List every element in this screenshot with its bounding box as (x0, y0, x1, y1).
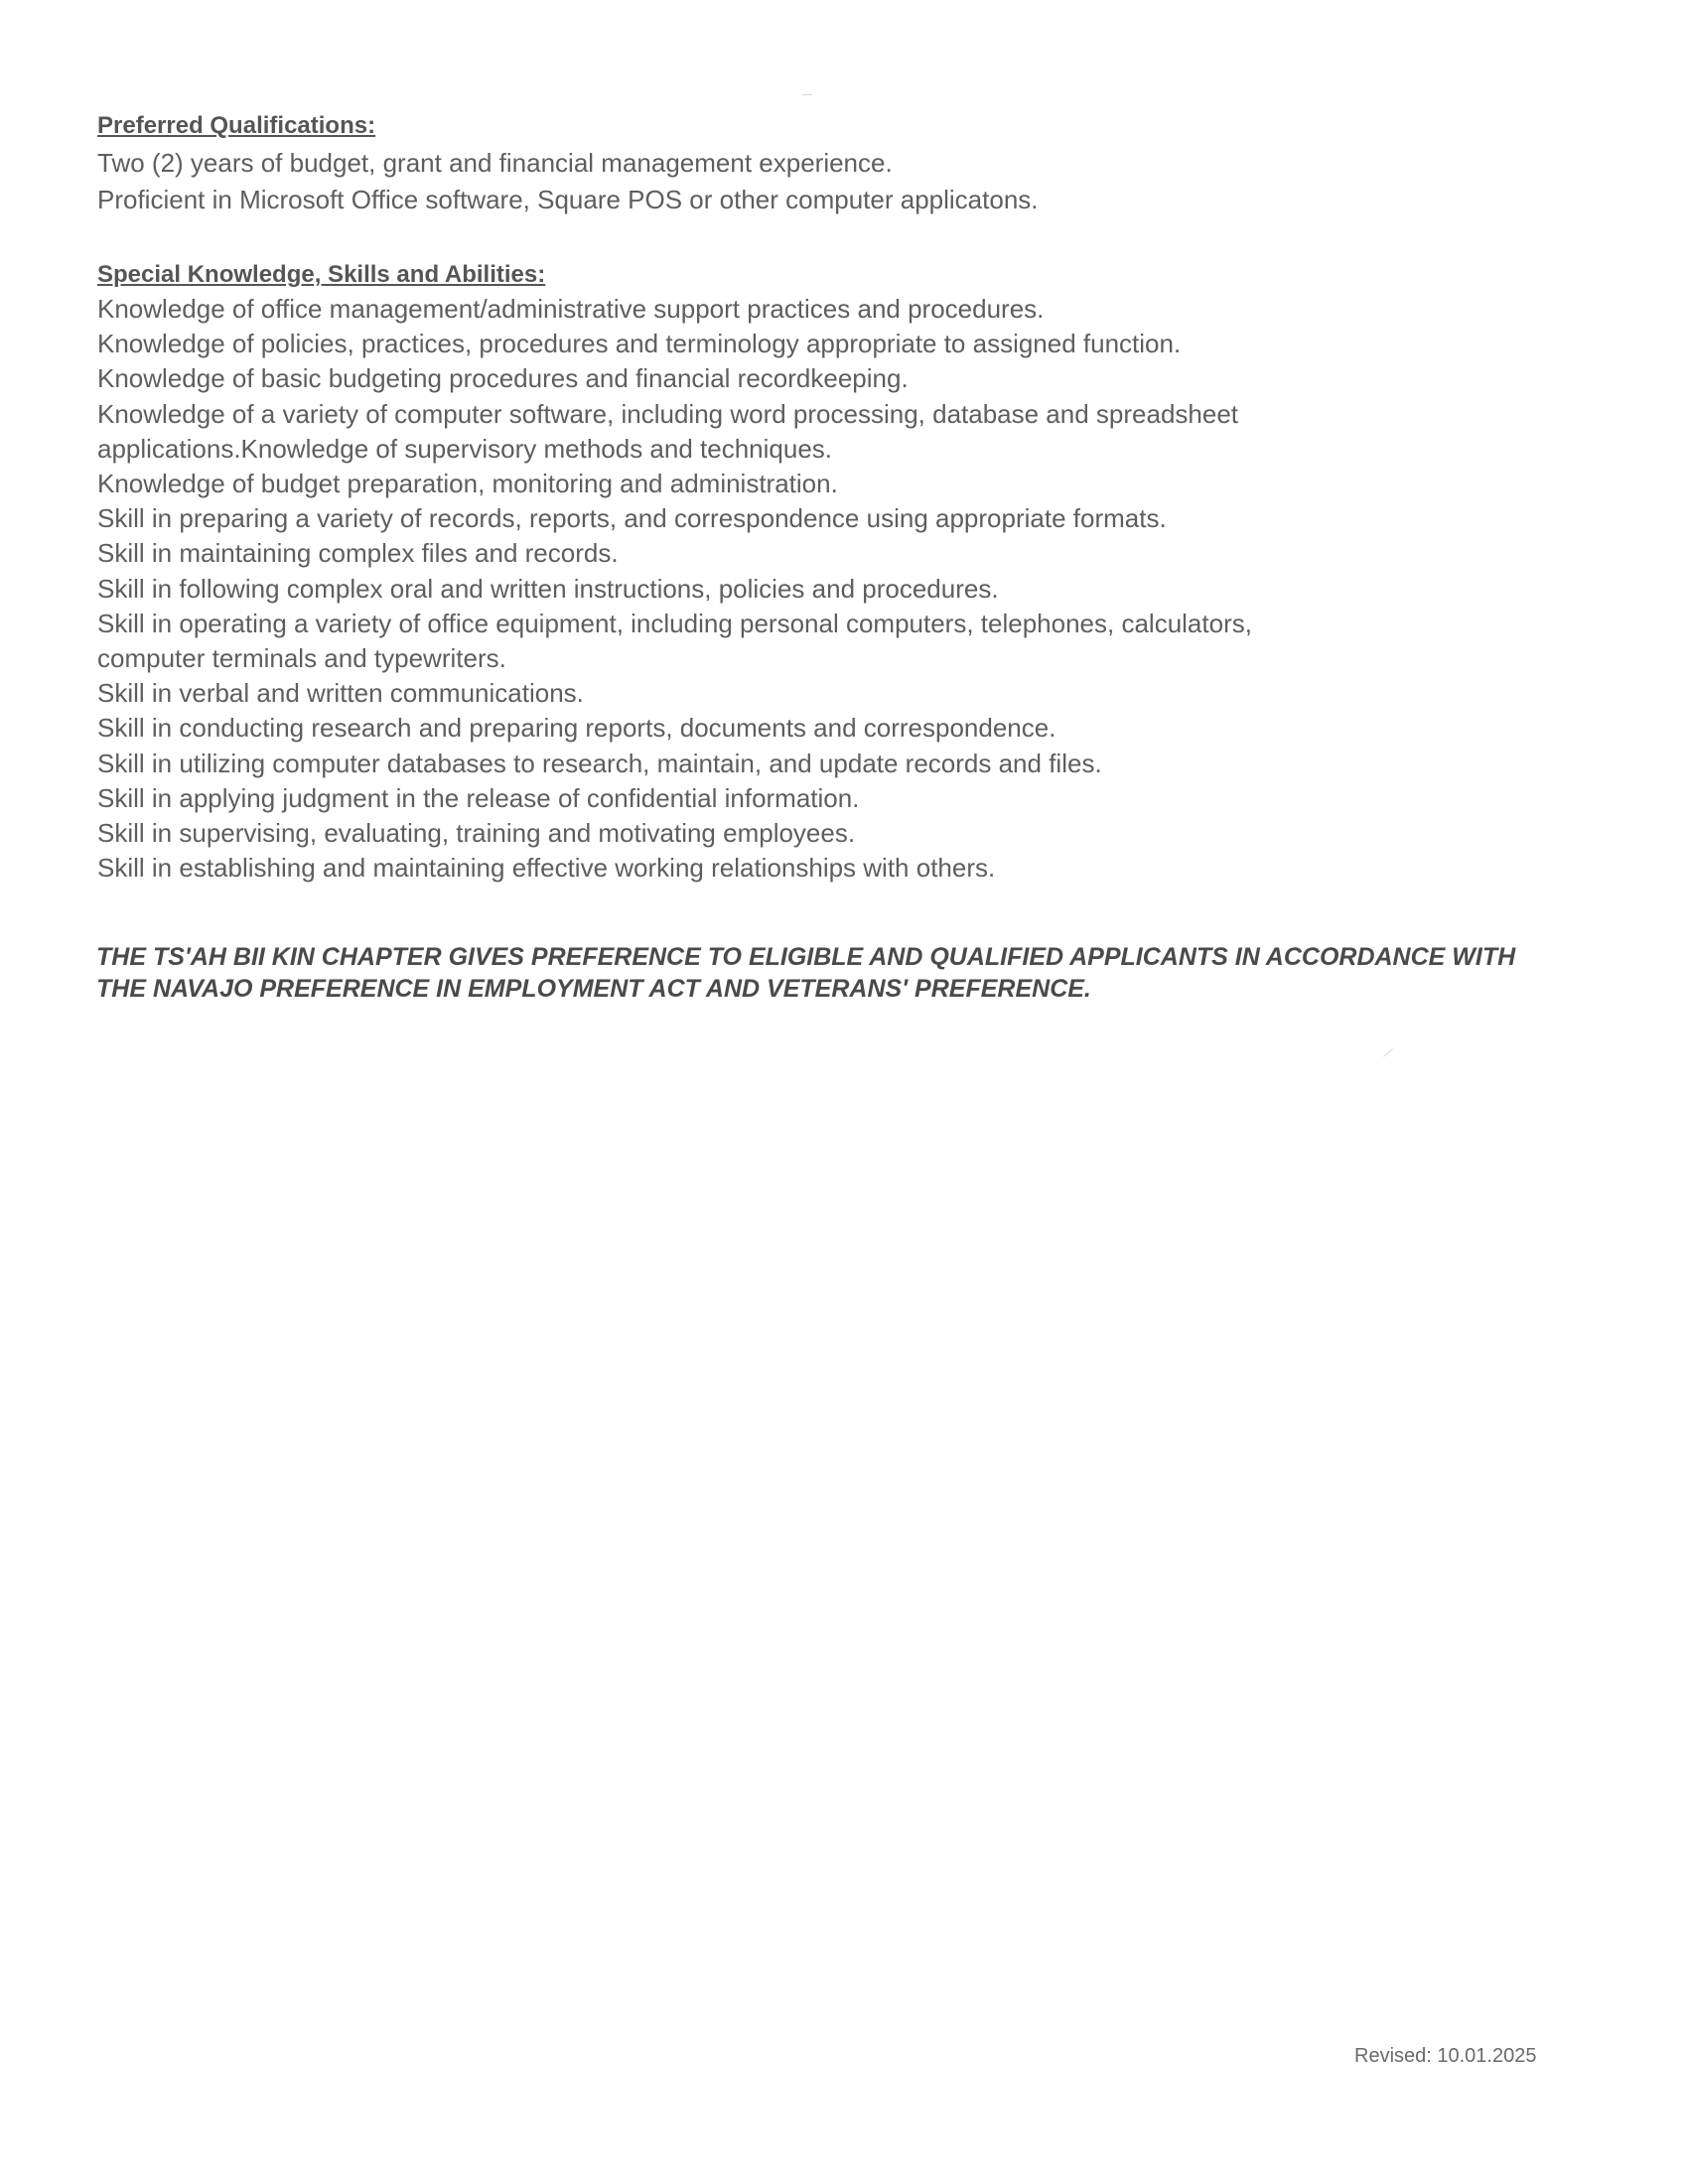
special-ksa-heading: Special Knowledge, Skills and Abilities: (97, 261, 546, 288)
ksa-line: Skill in conducting research and preparing reports, documents and correspondence. (97, 713, 1056, 744)
preference-notice (96, 941, 1645, 1005)
ksa-line: Skill in maintaining complex files and records. (97, 538, 619, 569)
ksa-line: Skill in establishing and maintaining effective working relationships with others. (97, 853, 996, 884)
preferred-qualifications-section (97, 111, 1646, 218)
ksa-line: Skill in supervising, evaluating, training and motivating employees. (97, 818, 856, 849)
ksa-line: Knowledge of a variety of computer software, including word processing, database and spreadsheet (97, 398, 1239, 429)
revised-date: Revised: 10.01.2025 (1354, 2045, 1537, 2067)
ksa-line: Skill in operating a variety of office equipment, including personal computers, telephones, calculators, (97, 608, 1252, 638)
ksa-line: Knowledge of office management/administrative support practices and procedures. (97, 294, 1045, 324)
ksa-line: Skill in applying judgment in the release of confidential information. (97, 782, 860, 813)
ksa-line: Knowledge of budget preparation, monitoring and administration. (97, 469, 838, 499)
ksa-line: Knowledge of basic budgeting procedures and financial recordkeeping. (97, 363, 909, 394)
preferred-qualification-item: Proficient in Microsoft Office software, Square POS or other computer applicatons. (97, 185, 1039, 214)
special-ksa-section (97, 260, 1646, 886)
preferred-qualification-item: Two (2) years of budget, grant and financial management experience. (97, 148, 893, 178)
ksa-line: computer terminals and typewriters. (97, 643, 506, 674)
preferred-qualifications-heading: Preferred Qualifications: (97, 112, 376, 139)
preference-notice-line: THE NAVAJO PREFERENCE IN EMPLOYMENT ACT AND VETERANS' PREFERENCE. (96, 975, 1091, 1003)
scan-artifact (1383, 1048, 1393, 1056)
ksa-line: Skill in verbal and written communications. (97, 678, 584, 709)
ksa-line: Skill in utilizing computer databases to research, maintain, and update records and files. (97, 748, 1102, 778)
ksa-line: Skill in following complex oral and written instructions, policies and procedures. (97, 573, 999, 604)
scan-artifact (802, 94, 812, 95)
ksa-line: Knowledge of policies, practices, procedures and terminology appropriate to assigned function. (97, 329, 1182, 359)
ksa-line: applications.Knowledge of supervisory methods and techniques. (97, 433, 833, 464)
ksa-line: Skill in preparing a variety of records, reports, and correspondence using appropriate formats. (97, 503, 1167, 534)
preference-notice-line: THE TS'AH BII KIN CHAPTER GIVES PREFERENCE TO ELIGIBLE AND QUALIFIED APPLICANTS IN ACCORDANCE WITH (96, 943, 1516, 971)
